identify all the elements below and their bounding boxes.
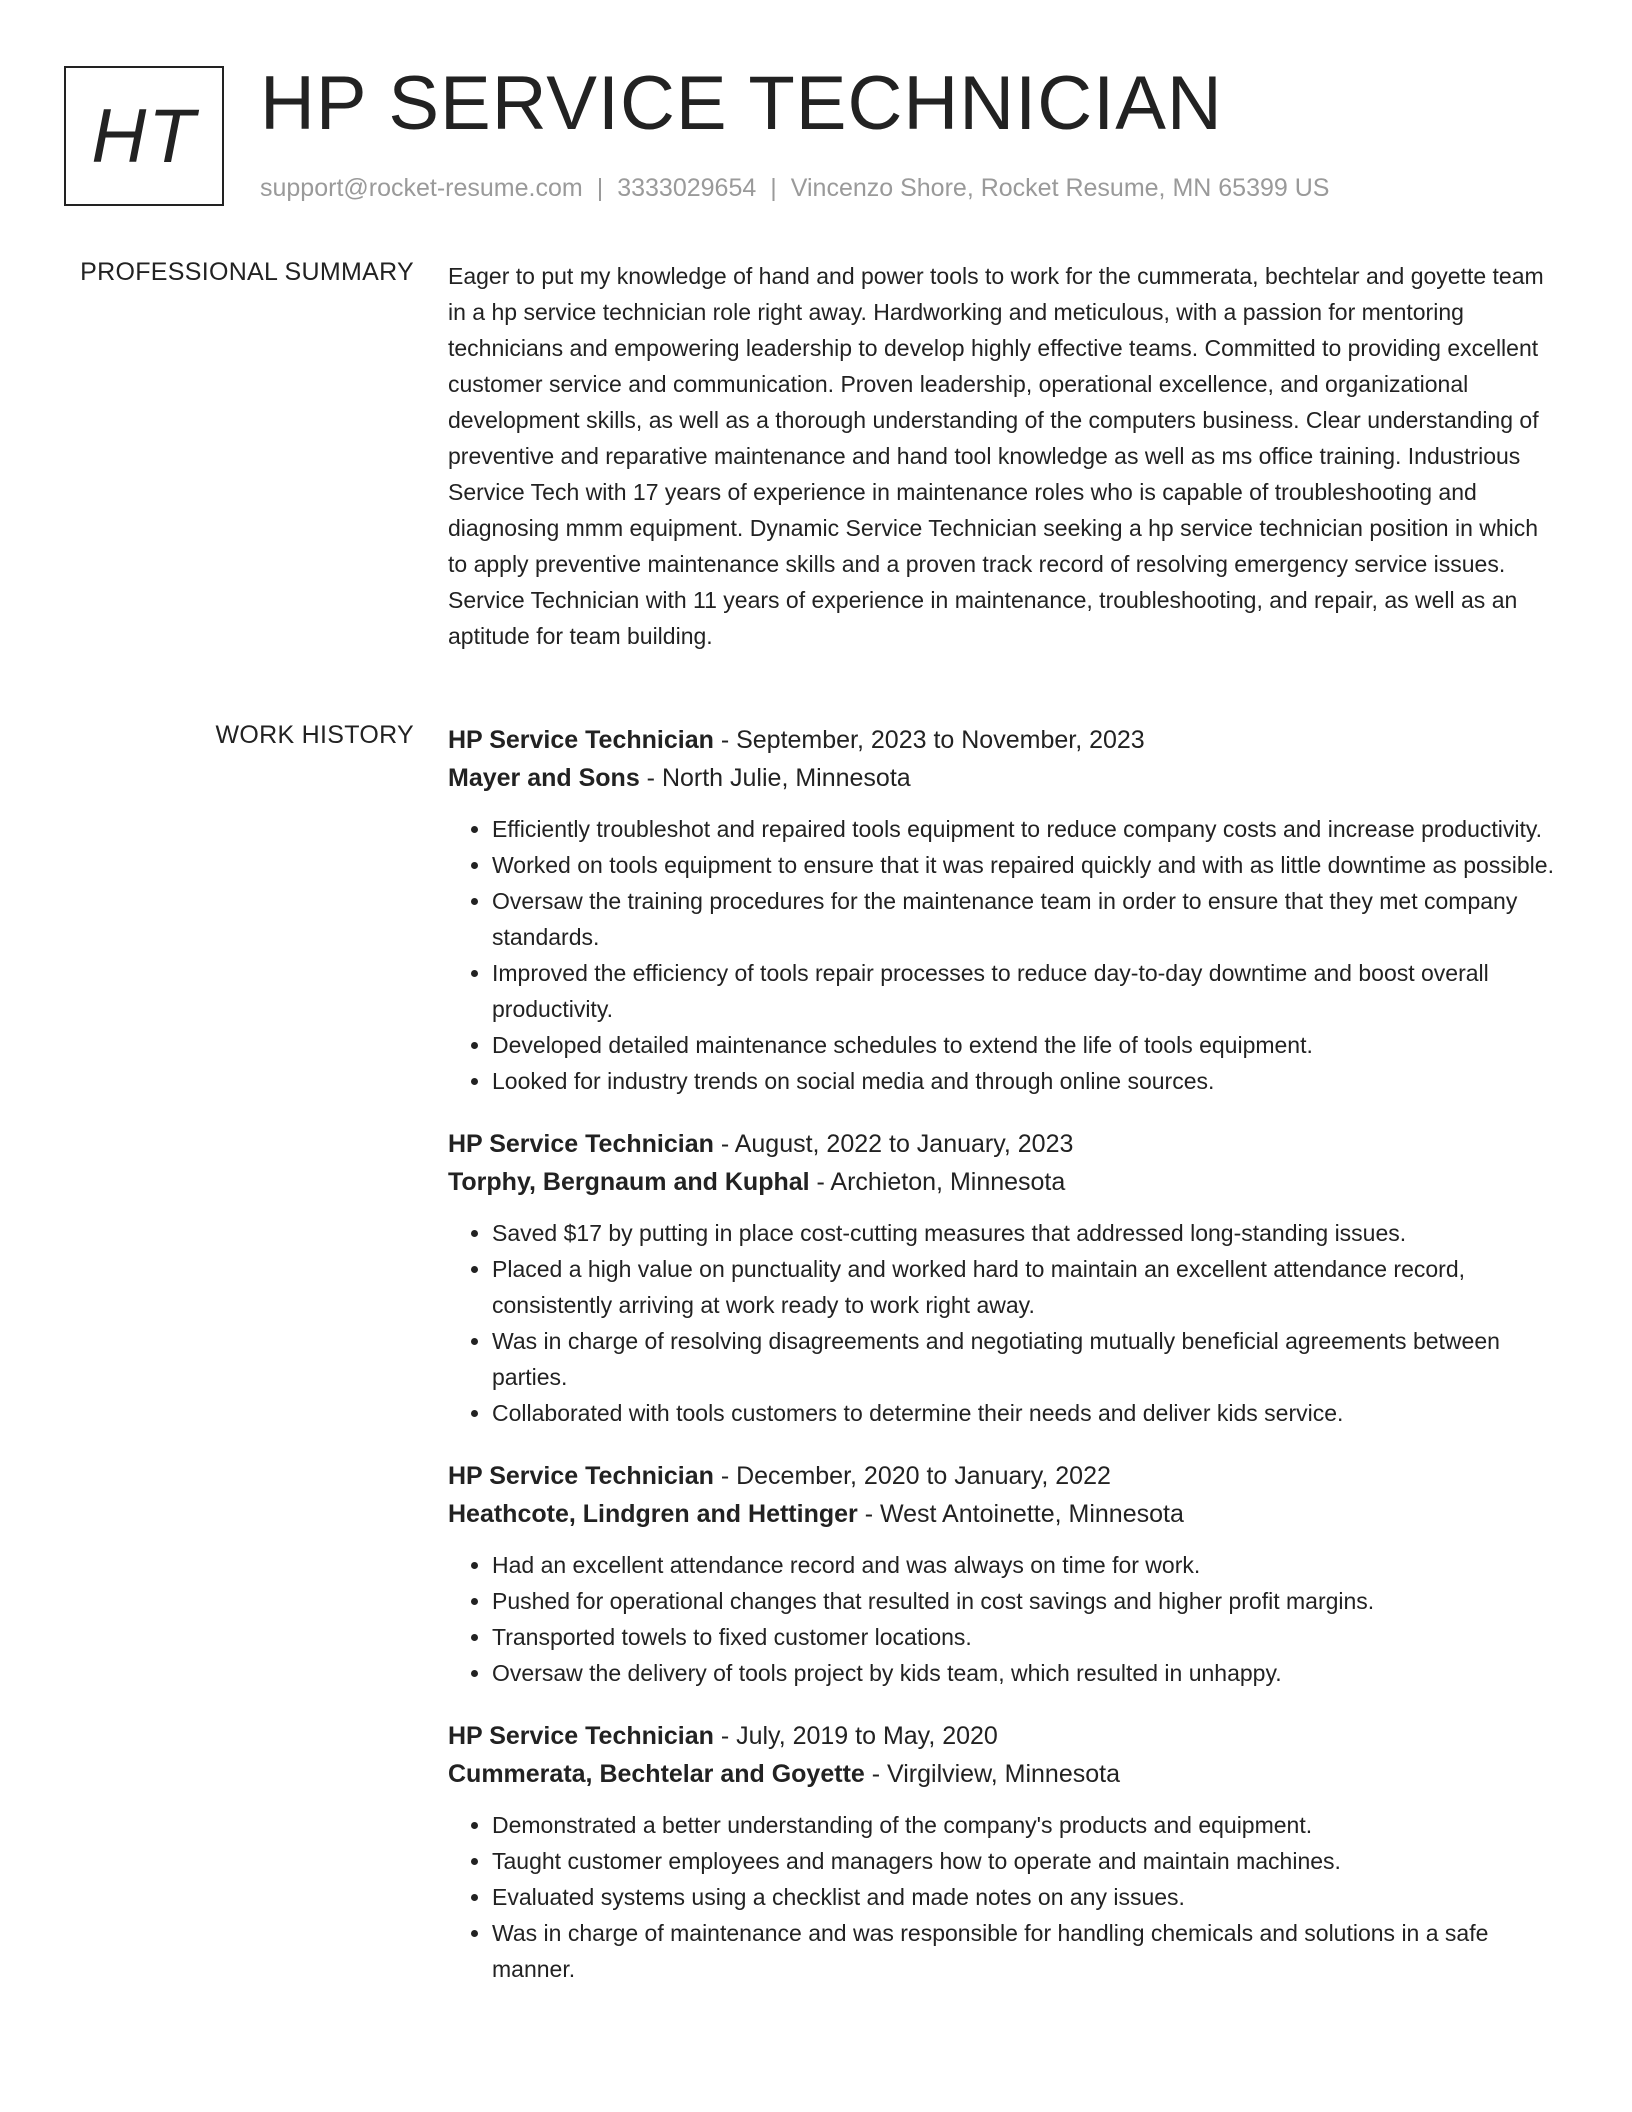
job-entry xyxy=(448,1125,1563,1431)
job-title: HP Service Technician xyxy=(448,1722,714,1750)
contact-phone: 3333029654 xyxy=(617,174,757,202)
company-name: Cummerata, Bechtelar and Goyette xyxy=(448,1760,865,1788)
job-entry xyxy=(448,1717,1563,1987)
list-item: • Placed a high value on punctuality and worked hard to maintain an excellent attendance record, consistently arriving at work ready to work right away. xyxy=(492,1251,1563,1323)
job-company-line xyxy=(448,1755,1563,1793)
job-title-line xyxy=(448,1125,1563,1163)
job-title-line xyxy=(448,1457,1563,1495)
job-title-line xyxy=(448,1717,1563,1755)
summary-paragraph: Eager to put my knowledge of hand and power tools to work for the cummerata, bechtelar and goyette team in a hp service technician role right away. Hardworking and meticulous, with a passion for mentoring technicians and empowering leadership to develop highly effective teams. Committed to providing excellent customer service and communication. Proven leadership, operational excellence, and organizational development skills, as well as a thorough understanding of the computers business. Clear understanding of preventive and reparative maintenance and hand tool knowledge as well as ms office training. Industrious Service Tech with 17 years of experience in maintenance roles who is capable of troubleshooting and diagnosing mmm equipment. Dynamic Service Technician seeking a hp service technician position in which to apply preventive maintenance skills and a proven track record of resolving emergency service issues. Service Technician with 11 years of experience in maintenance, troubleshooting, and repair, as well as an aptitude for team building. xyxy=(448,263,1544,649)
job-title: HP Service Technician xyxy=(448,726,714,754)
job-company-line xyxy=(448,759,1563,797)
list-item: • Transported towels to fixed customer locations. xyxy=(492,1619,1563,1655)
list-item: • Pushed for operational changes that resulted in cost savings and higher profit margins. xyxy=(492,1583,1563,1619)
company-name: Mayer and Sons xyxy=(448,764,640,792)
list-item: • Improved the efficiency of tools repair processes to reduce day-to-day downtime and boost overall productivity. xyxy=(492,955,1563,1027)
list-item: • Worked on tools equipment to ensure that it was repaired quickly and with as little downtime as possible. xyxy=(492,847,1563,883)
job-title: HP Service Technician xyxy=(448,1462,714,1490)
job-title: HP Service Technician xyxy=(448,1130,714,1158)
list-item: • Was in charge of maintenance and was responsible for handling chemicals and solutions in a safe manner. xyxy=(492,1915,1563,1987)
contact-address: Vincenzo Shore, Rocket Resume, MN 65399 US xyxy=(790,174,1330,202)
list-item: • Was in charge of resolving disagreements and negotiating mutually beneficial agreements between parties. xyxy=(492,1323,1563,1395)
job-company-line xyxy=(448,1495,1563,1533)
list-item: • Looked for industry trends on social media and through online sources. xyxy=(492,1063,1563,1099)
contact-line xyxy=(260,174,1329,203)
job-location: - Virgilview, Minnesota xyxy=(864,1760,1120,1788)
section-heading: PROFESSIONAL SUMMARY xyxy=(80,258,414,286)
list-item: • Developed detailed maintenance schedules to extend the life of tools equipment. xyxy=(492,1027,1563,1063)
job-entry xyxy=(448,1457,1563,1691)
job-dates: - September, 2023 to November, 2023 xyxy=(713,726,1145,754)
list-item: • Efficiently troubleshot and repaired tools equipment to reduce company costs and increase productivity. xyxy=(492,811,1563,847)
list-item: • Saved $17 by putting in place cost-cutting measures that addressed long-standing issues. xyxy=(492,1215,1563,1251)
job-bullet-list xyxy=(448,1547,1563,1691)
list-item: • Collaborated with tools customers to determine their needs and deliver kids service. xyxy=(492,1395,1563,1431)
job-location: - North Julie, Minnesota xyxy=(639,764,911,792)
job-entry xyxy=(448,721,1563,1099)
job-dates: - July, 2019 to May, 2020 xyxy=(713,1722,998,1750)
section-heading: WORK HISTORY xyxy=(215,721,414,749)
list-item: • Oversaw the delivery of tools project by kids team, which resulted in unhappy. xyxy=(492,1655,1563,1691)
job-list xyxy=(448,721,1563,2013)
job-dates: - August, 2022 to January, 2023 xyxy=(713,1130,1074,1158)
job-company-line xyxy=(448,1163,1563,1201)
job-dates: - December, 2020 to January, 2022 xyxy=(713,1462,1111,1490)
company-name: Torphy, Bergnaum and Kuphal xyxy=(448,1168,810,1196)
resume-header xyxy=(64,61,1564,210)
company-name: Heathcote, Lindgren and Hettinger xyxy=(448,1500,858,1528)
job-location: - West Antoinette, Minnesota xyxy=(857,1500,1184,1528)
list-item: • Taught customer employees and managers how to operate and maintain machines. xyxy=(492,1843,1563,1879)
job-bullet-list xyxy=(448,1215,1563,1431)
list-item: • Had an excellent attendance record and was always on time for work. xyxy=(492,1547,1563,1583)
job-title-line xyxy=(448,721,1563,759)
monogram-logo: HT xyxy=(64,66,224,206)
contact-email: support@rocket-resume.com xyxy=(260,174,583,202)
list-item: • Evaluated systems using a checklist and made notes on any issues. xyxy=(492,1879,1563,1915)
job-location: - Archieton, Minnesota xyxy=(809,1168,1066,1196)
contact-separator: | xyxy=(596,174,604,202)
job-bullet-list xyxy=(448,811,1563,1099)
page-title: HP SERVICE TECHNICIAN xyxy=(260,61,1223,146)
job-bullet-list xyxy=(448,1807,1563,1987)
list-item: • Demonstrated a better understanding of the company's products and equipment. xyxy=(492,1807,1563,1843)
contact-separator: | xyxy=(770,174,777,202)
list-item: • Oversaw the training procedures for the maintenance team in order to ensure that they met company standards. xyxy=(492,883,1563,955)
